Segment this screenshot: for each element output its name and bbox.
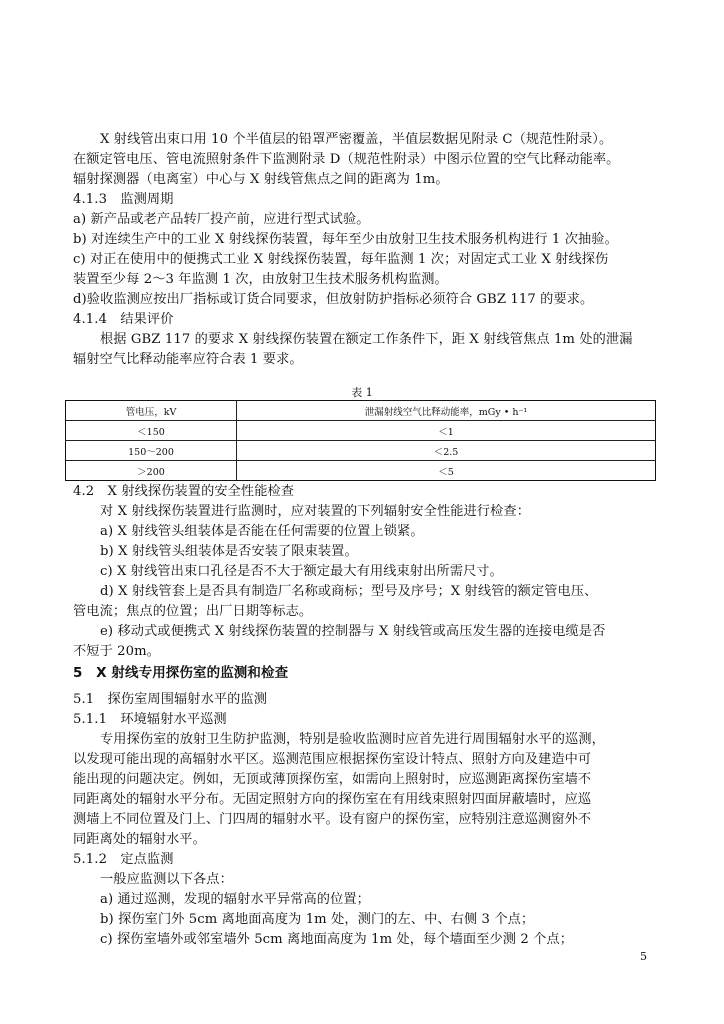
table-cell: 150～200: [66, 441, 237, 461]
section-heading: 4.1.4 结果评价: [73, 312, 174, 327]
paragraph-line: 以发现可能出现的高辐射水平区。巡测范围应根据探伤室设计特点、照射方向及建造中可: [73, 752, 592, 767]
table-row: [66, 421, 656, 441]
list-item-continuation: 管电流；焦点的位置；出厂日期等标志。: [73, 604, 313, 619]
page-number: 5: [640, 950, 647, 963]
paragraph-line: 同距离处的辐射水平分布。无固定照射方向的探伤室在有用线束照射四面屏蔽墙时，应巡: [73, 792, 592, 807]
list-item: d) X 射线管套上是否具有制造厂名称或商标；型号及序号；X 射线管的额定管电压、: [100, 584, 598, 599]
list-item: c) X 射线管出束口孔径是否不大于额定最大有用线束射出所需尺寸。: [100, 564, 503, 579]
list-item: c) 对正在使用中的便携式工业 X 射线探伤装置，每年监测 1 次；对固定式工业 X 射线探伤: [73, 252, 609, 267]
table-row: [66, 441, 656, 461]
list-item: a) X 射线管头组装体是否能在任何需要的位置上锁紧。: [100, 524, 424, 539]
list-item: b) 对连续生产中的工业 X 射线探伤装置，每年至少由放射卫生技术服务机构进行 1 次抽验。: [73, 232, 618, 247]
list-item: c) 探伤室墙外或邻室墙外 5cm 离地面高度为 1m 处，每个墙面至少测 2 个点；: [100, 932, 573, 947]
table-cell: ＜2.5: [237, 441, 656, 461]
table-1: [65, 400, 656, 481]
list-item-continuation: 不短于 20m。: [73, 644, 161, 659]
table-cell: ＜1: [237, 421, 656, 441]
paragraph-line: 对 X 射线探伤装置进行监测时，应对装置的下列辐射安全性能进行检查：: [100, 504, 530, 519]
list-item: a) 通过巡测，发现的辐射水平异常高的位置；: [100, 892, 370, 907]
list-item: e) 移动式或便携式 X 射线探伤装置的控制器与 X 射线管或高压发生器的连接电缆是否: [100, 624, 606, 639]
table-cell: ＜150: [66, 421, 237, 441]
list-item: b) X 射线管头组装体是否安装了限束装置。: [100, 544, 358, 559]
list-item: b) 探伤室门外 5cm 离地面高度为 1m 处，测门的左、中、右侧 3 个点；: [100, 912, 535, 927]
table-cell: ＞200: [66, 461, 237, 481]
table-cell: ＜5: [237, 461, 656, 481]
list-item: a) 新产品或老产品转厂投产前，应进行型式试验。: [73, 212, 370, 227]
paragraph-line: 同距离处的辐射水平。: [73, 832, 206, 847]
table-caption: 表 1: [351, 386, 373, 399]
paragraph-line: 专用探伤室的放射卫生防护监测，特别是验收监测时应首先进行周围辐射水平的巡测，: [100, 732, 605, 747]
paragraph-line: 根据 GBZ 117 的要求 X 射线探伤装置在额定工作条件下，距 X 射线管焦点 1m 处的泄漏: [100, 332, 633, 347]
section-heading: 5.1.2 定点监测: [73, 852, 174, 867]
section-heading: 4.1.3 监测周期: [73, 192, 174, 207]
table-header-cell: 泄漏射线空气比释动能率，mGy • h⁻¹: [237, 401, 656, 421]
paragraph-line: 一般应监测以下各点：: [100, 872, 233, 887]
table-row: [66, 461, 656, 481]
list-item: d)验收监测应按出厂指标或订货合同要求，但放射防护指标必须符合 GBZ 117 的要求。: [73, 292, 594, 307]
section-heading: 4.2 X 射线探伤装置的安全性能检查: [73, 484, 295, 499]
section-heading: 5.1 探伤室周围辐射水平的监测: [73, 692, 268, 707]
paragraph-line: 在额定管电压、管电流照射条件下监测附录 D（规范性附录）中图示位置的空气比释动能率。: [73, 152, 620, 167]
section-heading: 5.1.1 环境辐射水平巡测: [73, 712, 227, 727]
table-header-row: [66, 401, 656, 421]
paragraph-line: 能出现的问题决定。例如，无顶或薄顶探伤室，如需向上照射时，应巡测距离探伤室墙不: [73, 772, 592, 787]
paragraph-line: 测墙上不同位置及门上、门四周的辐射水平。设有窗户的探伤室，应特别注意巡测窗外不: [73, 812, 592, 827]
chapter-heading: 5 X 射线专用探伤室的监测和检查: [73, 665, 289, 681]
paragraph-line: 辐射空气比释动能率应符合表 1 要求。: [73, 352, 303, 367]
list-item-continuation: 装置至少每 2～3 年监测 1 次，由放射卫生技术服务机构监测。: [73, 272, 448, 287]
paragraph-line: 辐射探测器（电离室）中心与 X 射线管焦点之间的距离为 1m。: [73, 172, 449, 187]
table-header-cell: 管电压，kV: [66, 401, 237, 421]
paragraph-line: X 射线管出束口用 10 个半值层的铅罩严密覆盖，半值层数据见附录 C（规范性附录）。: [100, 132, 613, 147]
